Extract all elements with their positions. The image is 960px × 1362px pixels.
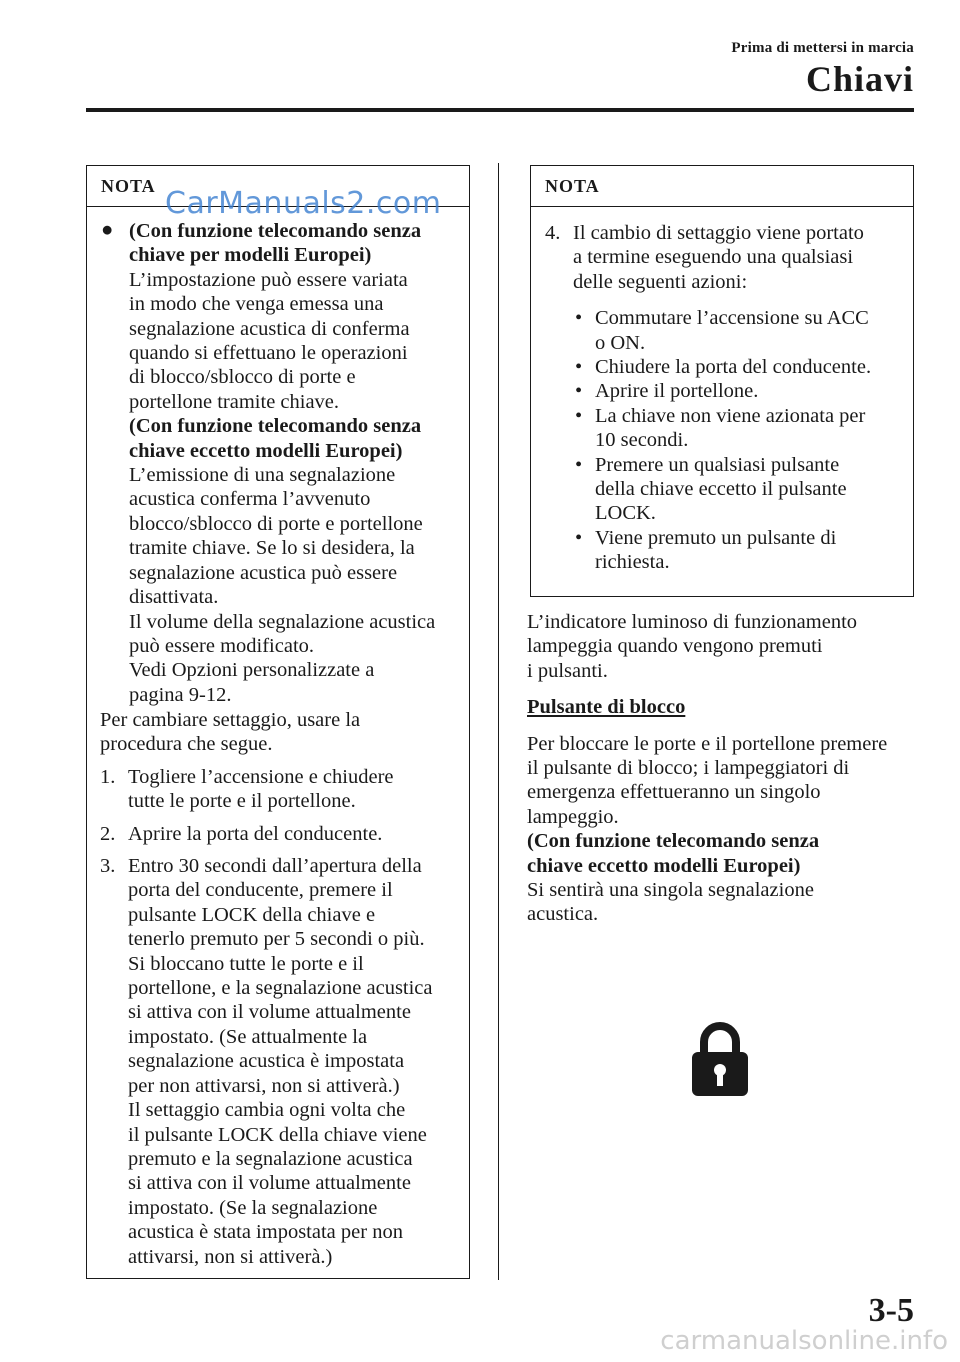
note-label: NOTA [531,166,913,207]
sub-line: della chiave eccetto il pulsante [595,478,847,501]
step-line: Il settaggio cambia ogni volta che [128,1099,406,1122]
step-line: segnalazione acustica è impostata [128,1050,405,1073]
list-item [100,854,460,1269]
step-line: il pulsante LOCK della chiave viene [128,1123,427,1146]
section-label: Prima di mettersi in marcia [731,40,914,56]
note-line: pagina 9-12. [129,683,232,706]
note-line: portellone tramite chiave. [129,390,340,413]
note-line: acustica conferma l’avvenuto [129,488,371,511]
list-item [571,404,903,453]
note-step [545,221,903,575]
watermark: CarManuals2.com [165,186,442,221]
step-line: attivarsi, non si attiverà.) [128,1245,333,1268]
step-number: 3. [100,855,116,878]
step-line: pulsante LOCK della chiave e [128,903,376,926]
list-item [571,306,903,355]
paragraph-line: lampeggia quando vengono premuti [527,635,823,658]
step-line: si attiva con il volume attualmente [128,1001,411,1024]
note-line: L’emissione di una segnalazione [129,464,396,487]
paragraph-line: i pulsanti. [527,659,608,682]
note-line: Il volume della segnalazione acustica [129,610,436,633]
sub-line: Premere un qualsiasi pulsante [595,453,840,476]
step-line: tenerlo premuto per 5 secondi o più. [128,928,425,951]
paragraph-line: lampeggio. [527,805,619,828]
intro-line: Per cambiare settaggio, usare la [100,709,361,731]
steps-list [100,765,460,1269]
note-line: segnalazione acustica di conferma [129,317,410,340]
list-item [100,822,460,846]
step-line: Togliere l’accensione e chiudere [128,765,394,788]
note-line: blocco/sblocco di porte e portellone [129,512,423,535]
lock-paragraph [527,732,917,927]
sub-line: Chiudere la porta del conducente. [595,356,872,379]
footer-site: carmanualsonline.info [660,1326,948,1356]
note-line: segnalazione acustica può essere [129,561,398,584]
lock-heading: Pulsante di blocco [527,696,686,719]
note-line: chiave eccetto modelli Europei) [129,439,403,462]
bullet-icon: • [575,380,583,403]
indicator-paragraph [527,610,917,683]
header-rule [86,108,914,112]
step-line: Aprire la porta del conducente. [128,822,383,845]
bullet-icon: • [575,453,583,476]
sub-line: LOCK. [595,502,656,525]
step-line: Il cambio di settaggio viene portato [573,222,864,244]
paragraph-line: (Con funzione telecomando senza [527,830,820,853]
left-body [100,708,460,1269]
step-line: si attiva con il volume attualmente [128,1172,411,1195]
note-line: in modo che venga emessa una [129,293,384,316]
step-line: a termine eseguendo una qualsiasi [573,246,854,269]
step-number: 1. [100,765,116,788]
note-line: (Con funzione telecomando senza [129,220,422,242]
step-line: impostato. (Se la segnalazione [128,1196,378,1219]
step-line: impostato. (Se attualmente la [128,1025,368,1048]
bullet-icon: • [575,404,583,427]
note-line: di blocco/sblocco di porte e [129,366,356,389]
note-line: quando si effettuano le operazioni [129,342,408,365]
intro-line: procedura che segue. [100,733,273,756]
paragraph-line: L’indicatore luminoso di funzionamento [527,611,858,633]
note-box-right [530,165,914,597]
list-item [571,355,903,379]
step-line: Si bloccano tutte le porte e il [128,952,364,975]
paragraph-line: Per bloccare le porte e il portellone premere [527,732,888,755]
page-number: 3-5 [868,1292,914,1329]
paragraph-line: chiave eccetto modelli Europei) [527,854,801,877]
paragraph-line: Si sentirà una singola segnalazione [527,879,814,902]
sub-line: La chiave non viene azionata per [595,404,866,427]
sub-line: richiesta. [595,551,670,574]
step-line: premuto e la segnalazione acustica [128,1147,413,1170]
note-line: Vedi Opzioni personalizzate a [129,659,375,682]
step-line: per non attivarsi, non si attiverà.) [128,1074,400,1097]
note-line: può essere modificato. [129,634,315,657]
sub-line: Viene premuto un pulsante di [595,526,837,549]
bullet-icon: ● [101,219,114,241]
note-line: chiave per modelli Europei) [129,244,372,267]
sub-line: o ON. [595,331,646,354]
list-item [571,453,903,526]
paragraph-line: acustica. [527,903,599,926]
note-bullet-item [99,219,459,707]
chapter-title: Chiavi [805,59,914,99]
right-body [527,610,917,927]
note-line: (Con funzione telecomando senza [129,415,422,438]
step-line: tutte le porte e il portellone. [128,790,356,813]
note-line: L’impostazione può essere variata [129,268,408,291]
step-line: Entro 30 secondi dall’apertura della [128,855,422,878]
sub-bullet-list [545,306,903,574]
note-line: tramite chiave. Se lo si desidera, la [129,537,415,560]
list-item [571,526,903,575]
note-line: disattivata. [129,586,219,609]
step-line: delle seguenti azioni: [573,270,748,293]
step-line: porta del conducente, premere il [128,879,393,902]
step-text [573,221,903,294]
step-number: 2. [100,822,116,845]
step-line: acustica è stata impostata per non [128,1221,403,1244]
bullet-icon: • [575,526,583,549]
step-line: portellone, e la segnalazione acustica [128,977,433,1000]
list-item [545,221,903,294]
lock-icon [690,1020,750,1098]
paragraph-line: il pulsante di blocco; i lampeggiatori di [527,757,850,780]
sub-line: Aprire il portellone. [595,380,759,403]
bullet-icon: • [575,356,583,379]
step-number: 4. [545,222,561,244]
paragraph-line: emergenza effettueranno un singolo [527,781,821,804]
bullet-icon: • [575,307,583,330]
note-text [129,219,459,707]
note-label: NOTA [87,166,469,207]
sub-line: 10 secondi. [595,429,689,452]
sub-line: Commutare l’accensione su ACC [595,307,869,330]
list-item [571,379,903,403]
list-item [100,765,460,814]
column-divider [498,163,499,1280]
